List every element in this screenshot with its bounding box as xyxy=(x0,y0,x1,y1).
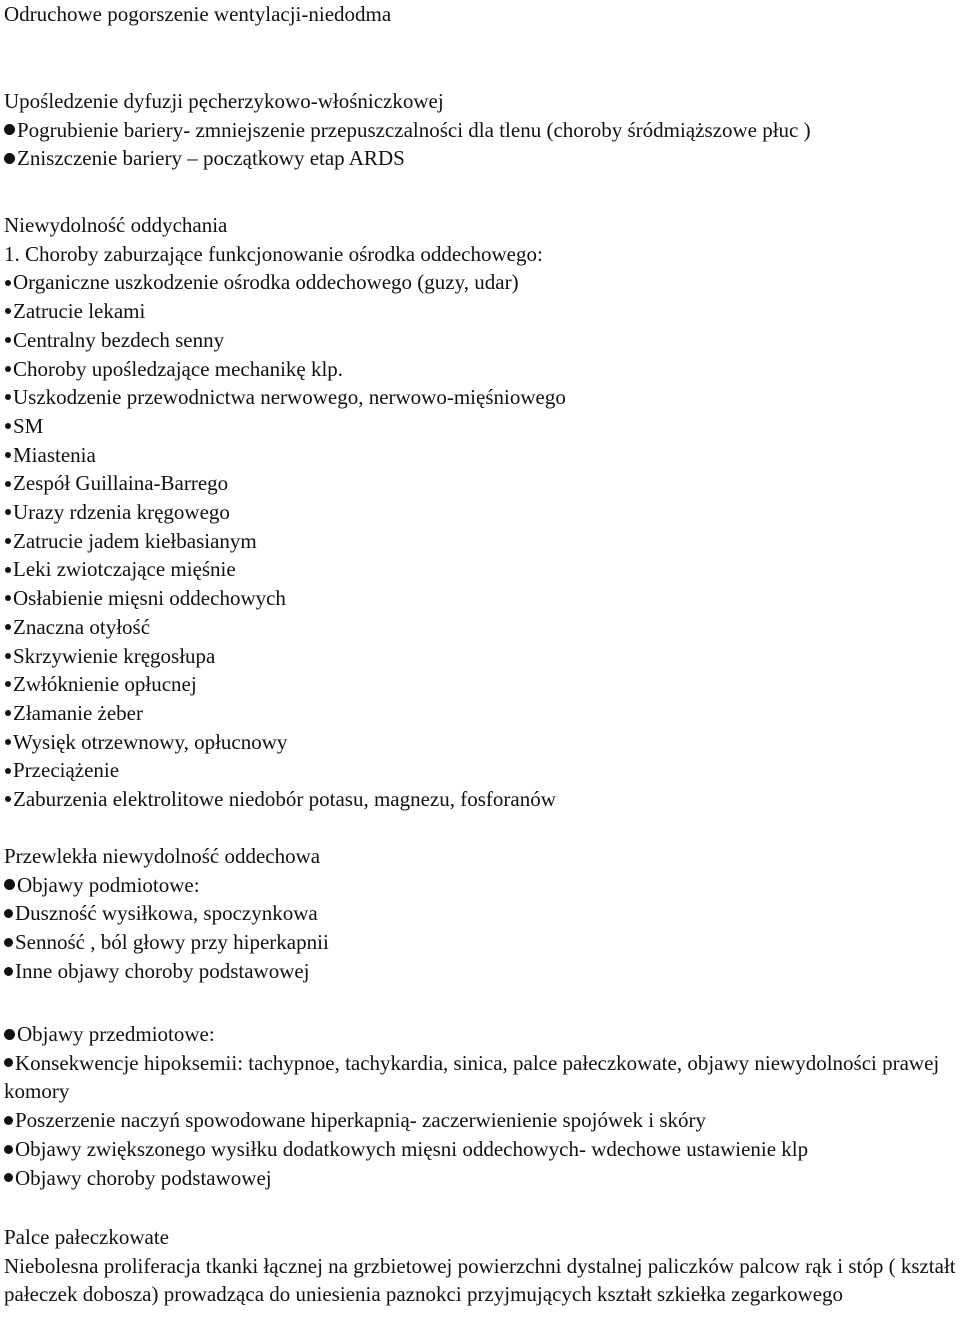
bullet-icon xyxy=(4,1020,17,1049)
list-item: Zespół Guillaina-Barrego xyxy=(4,469,956,498)
list-item: Miastenia xyxy=(4,441,956,470)
list-item: Leki zwiotczające mięśnie xyxy=(4,555,956,584)
list-item: Pogrubienie bariery- zmniejszenie przepuszczalności dla tlenu (choroby śródmiąższowe płuc ) xyxy=(4,116,956,145)
bullet-icon xyxy=(4,412,13,441)
bullet-icon xyxy=(4,928,15,957)
section-clubbing xyxy=(4,1223,956,1309)
bullet-icon xyxy=(4,383,13,412)
bullet-icon xyxy=(4,326,13,355)
list-item: Duszność wysiłkowa, spoczynkowa xyxy=(4,899,956,928)
list-item: Znaczna otyłość xyxy=(4,613,956,642)
section-chronic-failure xyxy=(4,842,956,986)
bullet-icon xyxy=(4,144,17,173)
list-item: Wysięk otrzewnowy, opłucnowy xyxy=(4,728,956,757)
bullet-icon xyxy=(4,899,15,928)
bullet-icon xyxy=(4,642,13,671)
bullet-icon xyxy=(4,1164,15,1193)
list-item: Zwłóknienie opłucnej xyxy=(4,670,956,699)
bullet-icon xyxy=(4,1106,15,1135)
list-item: Złamanie żeber xyxy=(4,699,956,728)
bullet-icon xyxy=(4,469,13,498)
bullet-icon xyxy=(4,527,13,556)
bullet-icon xyxy=(4,355,13,384)
heading-chronic-failure: Przewlekła niewydolność oddechowa xyxy=(4,844,321,868)
list-item: Senność , ból głowy przy hiperkapnii xyxy=(4,928,956,957)
bullet-icon xyxy=(4,441,13,470)
list-item: Inne objawy choroby podstawowej xyxy=(4,957,956,986)
bullet-icon xyxy=(4,957,15,986)
list-item: Objawy choroby podstawowej xyxy=(4,1164,956,1193)
list-item: Konsekwencje hipoksemii: tachypnoe, tachykardia, sinica, palce pałeczkowate, objawy niewydolności prawej komory xyxy=(4,1050,940,1104)
numbered-item: 1. Choroby zaburzające funkcjonowanie ośrodka oddechowego: xyxy=(4,241,543,266)
bullet-icon xyxy=(4,728,13,757)
bullet-icon xyxy=(4,1049,15,1078)
list-item: SM xyxy=(4,412,956,441)
list-item: Uszkodzenie przewodnictwa nerwowego, nerwowo-mięśniowego xyxy=(4,383,956,412)
bullet-icon xyxy=(4,613,13,642)
bullet-icon xyxy=(4,268,13,297)
bullet-icon xyxy=(4,670,13,699)
list-item: Objawy zwiększonego wysiłku dodatkowych mięsni oddechowych- wdechowe ustawienie klp xyxy=(4,1135,956,1164)
bullet-icon xyxy=(4,756,13,785)
bullet-icon xyxy=(4,1135,15,1164)
list-item: Urazy rdzenia kręgowego xyxy=(4,498,956,527)
bullet-icon xyxy=(4,297,13,326)
bullet-icon xyxy=(4,116,17,145)
list-item: Objawy podmiotowe: xyxy=(4,871,956,900)
list-item: Zatrucie jadem kiełbasianym xyxy=(4,527,956,556)
list-item: Centralny bezdech senny xyxy=(4,326,956,355)
heading-ventilation: Odruchowe pogorszenie wentylacji-niedodma xyxy=(4,2,392,26)
list-item: Poszerzenie naczyń spowodowane hiperkapnią- zaczerwienienie spojówek i skóry xyxy=(4,1106,956,1135)
section-ventilation xyxy=(4,0,956,29)
heading-clubbing: Palce pałeczkowate xyxy=(4,1225,169,1249)
list-item: Osłabienie mięsni oddechowych xyxy=(4,584,956,613)
bullet-icon xyxy=(4,498,13,527)
list-item: Przeciążenie xyxy=(4,756,956,785)
section-objective-signs xyxy=(4,1020,956,1192)
heading-respiratory-failure: Niewydolność oddychania xyxy=(4,213,228,237)
list-item: Objawy przedmiotowe: xyxy=(4,1020,956,1049)
bullet-icon xyxy=(4,871,17,900)
section-respiratory-failure xyxy=(4,211,956,814)
bullet-icon xyxy=(4,584,13,613)
list-item: Choroby upośledzające mechanikę klp. xyxy=(4,355,956,384)
paragraph-clubbing: Niebolesna proliferacja tkanki łącznej na grzbietowej powierzchni dystalnej paliczków palcow rąk i stóp ( kształt pałeczek dobosza) prowadząca do uniesienia paznokci przyjmujących kształt szkiełka zegarkowego xyxy=(4,1253,956,1307)
section-diffusion xyxy=(4,87,956,173)
list-item: Skrzywienie kręgosłupa xyxy=(4,642,956,671)
list-item: Zatrucie lekami xyxy=(4,297,956,326)
bullet-icon xyxy=(4,699,13,728)
heading-diffusion: Upośledzenie dyfuzji pęcherzykowo-włośniczkowej xyxy=(4,89,444,113)
list-item: Organiczne uszkodzenie ośrodka oddechowego (guzy, udar) xyxy=(4,268,956,297)
bullet-icon xyxy=(4,555,13,584)
list-item: Zaburzenia elektrolitowe niedobór potasu, magnezu, fosforanów xyxy=(4,785,956,814)
bullet-icon xyxy=(4,785,13,814)
list-item: Zniszczenie bariery – początkowy etap ARDS xyxy=(4,144,956,173)
